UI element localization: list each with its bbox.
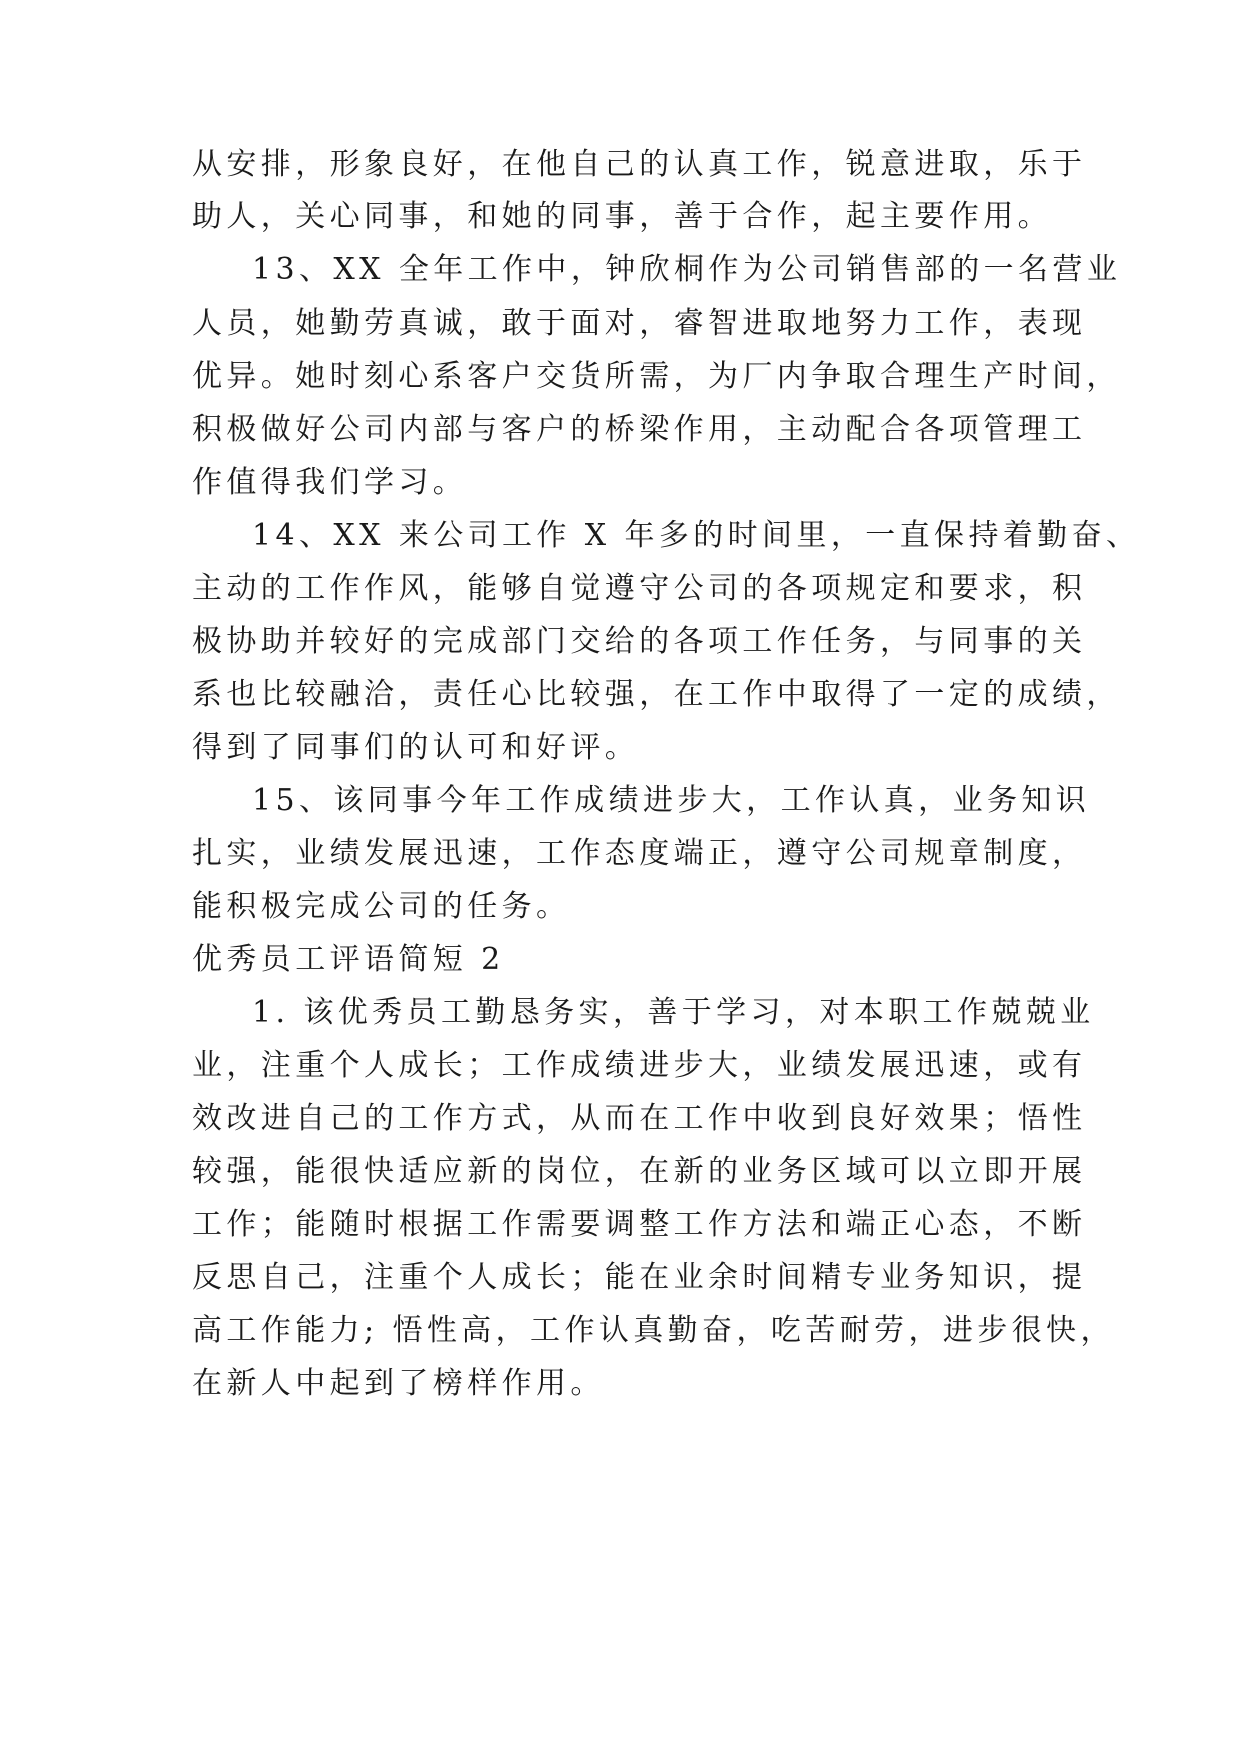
paragraph-line: 得到了同事们的认可和好评。 [192,730,640,765]
paragraph-line: 优异。她时刻心系客户交货所需，为厂内争取合理生产时间， [192,359,1121,394]
paragraph-line: 人员，她勤劳真诚，敢于面对，睿智进取地努力工作，表现 [192,306,1087,341]
paragraph-line: 反思自己，注重个人成长；能在业余时间精专业务知识，提 [192,1260,1087,1295]
paragraph-line: 1. 该优秀员工勤恳务实，善于学习，对本职工作兢兢业 [252,995,1095,1030]
paragraph-line: 扎实，业绩发展迅速，工作态度端正，遵守公司规章制度， [192,836,1087,871]
paragraph-line: 高工作能力; 悟性高，工作认真勤奋，吃苦耐劳，进步很快， [192,1313,1115,1348]
paragraph-line: 效改进自己的工作方式，从而在工作中收到良好效果；悟性 [192,1101,1087,1136]
paragraph-line: 积极做好公司内部与客户的桥梁作用，主动配合各项管理工 [192,412,1087,447]
paragraph-line: 助人，关心同事，和她的同事，善于合作，起主要作用。 [192,199,1052,234]
paragraph-line: 主动的工作作风，能够自觉遵守公司的各项规定和要求，积 [192,571,1087,606]
paragraph-line: 在新人中起到了榜样作用。 [192,1366,605,1401]
paragraph-line: 13、XX 全年工作中，钟欣桐作为公司销售部的一名营业 [252,252,1122,287]
paragraph-line: 极协助并较好的完成部门交给的各项工作任务，与同事的关 [192,624,1087,659]
paragraph-line: 作值得我们学习。 [192,465,468,500]
paragraph-line: 15、该同事今年工作成绩进步大，工作认真，业务知识 [252,783,1091,818]
paragraph-line: 较强，能很快适应新的岗位，在新的业务区域可以立即开展 [192,1154,1087,1189]
paragraph-line: 系也比较融洽，责任心比较强，在工作中取得了一定的成绩， [192,677,1121,712]
paragraph-line: 工作；能随时根据工作需要调整工作方法和端正心态，不断 [192,1207,1087,1242]
section-heading: 优秀员工评语简短 2 [192,942,505,977]
paragraph-line: 从安排，形象良好，在他自己的认真工作，锐意进取，乐于 [192,147,1087,182]
paragraph-line: 业，注重个人成长；工作成绩进步大，业绩发展迅速，或有 [192,1048,1087,1083]
paragraph-line: 14、XX 来公司工作 X 年多的时间里，一直保持着勤奋、 [252,518,1141,553]
paragraph-line: 能积极完成公司的任务。 [192,889,571,924]
